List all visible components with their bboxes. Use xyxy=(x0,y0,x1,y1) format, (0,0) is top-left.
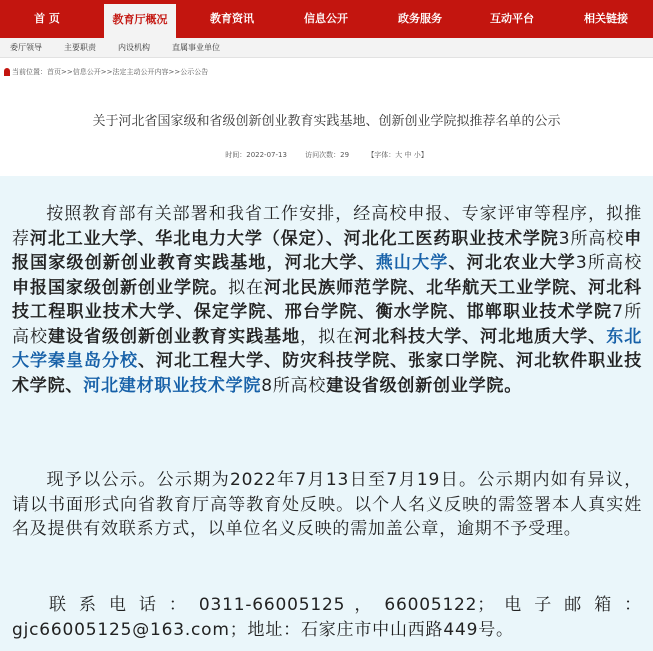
plain-text: 8所高校 xyxy=(261,375,327,396)
bold-text: 河北科技大学、河北地质大学、 xyxy=(354,326,607,347)
bold-text: 、河北农业大学 xyxy=(448,253,576,273)
bold-text: 申报国家级创新创业教育实践基地，河北大学、 xyxy=(12,228,642,273)
visit-count xyxy=(305,151,349,159)
subnav-item-departments[interactable]: 内设机构 xyxy=(118,43,150,52)
paragraph-1-content xyxy=(12,204,642,396)
subnav-item-duties[interactable]: 主要职责 xyxy=(64,43,96,52)
article-title: 关于河北省国家级和省级创新创业教育实践基地、创新创业学院拟推荐名单的公示 xyxy=(92,114,561,129)
publish-time: 时间：2022-07-13 xyxy=(225,151,287,159)
sub-nav xyxy=(0,38,653,58)
nav-item-interaction[interactable]: 互动平台 xyxy=(490,12,534,25)
bold-text: 河北民族师范学院、北华航天工业学院、河北科技工程职业技术大学、保定学院、邢台学院、衡水学院、邯郸职业技术学院 xyxy=(12,277,642,322)
article-body xyxy=(0,176,653,651)
school-link[interactable]: 东北大学秦皇岛分校 xyxy=(12,326,642,371)
bold-text: 申报国家级创新创业学院。 xyxy=(12,277,229,298)
paragraph-2-text: 现予以公示。公示期为2022年7月13日至7月19日。公示期内如有异议，请以书面形式向省教育厅高等教育处反映。以个人名义反映的需签署本人真实姓名及提供有效联系方式，以单位名义反映的需加盖公章，逾期不予受理。 xyxy=(12,470,642,539)
plain-text: 3所高校 xyxy=(558,228,625,249)
font-size-switch[interactable]: 【字体：大 中 小】 xyxy=(367,151,428,159)
contact-text: 联 系 电 话 ： 0311-66005125 ， 66005122； 电 子 邮 箱 ： gjc66005125@163.com；地址：石家庄市中山西路449号。 xyxy=(12,595,642,640)
nav-item-info[interactable]: 信息公开 xyxy=(304,12,348,25)
school-link[interactable]: 河北建材职业技术学院 xyxy=(83,375,262,396)
bold-text: 河北工业大学、华北电力大学（保定）、河北化工医药职业技术学院 xyxy=(29,228,559,249)
paragraph-2 xyxy=(12,468,642,542)
nav-item-home[interactable]: 首 页 xyxy=(34,12,60,25)
breadcrumb xyxy=(0,64,653,80)
paragraph-1 xyxy=(12,202,642,398)
nav-item-services[interactable]: 政务服务 xyxy=(398,12,442,25)
visit-count-value: 29 xyxy=(340,151,350,159)
plain-text: 3所高校 xyxy=(575,253,642,273)
plain-text: 7所高校 xyxy=(12,302,642,347)
nav-item-links[interactable]: 相关链接 xyxy=(584,12,628,25)
breadcrumb-text[interactable]: 当前位置：首页>>信息公开>>法定主动公开内容>>公示公告 xyxy=(12,68,209,76)
nav-item-overview[interactable]: 教育厅概况 xyxy=(104,4,176,38)
plain-text: ，拟在 xyxy=(300,326,355,347)
paragraph-contact xyxy=(12,593,642,642)
subnav-item-leaders[interactable]: 委厅领导 xyxy=(10,43,42,52)
article-meta xyxy=(0,150,653,160)
main-nav xyxy=(0,0,653,38)
nav-item-news[interactable]: 教育资讯 xyxy=(210,12,254,25)
visit-count-label: 访问次数： xyxy=(305,151,341,159)
bold-text: 、河北工程大学、防灾科技学院、张家口学院、河北软件职业技术学院、 xyxy=(12,351,642,396)
bold-text: 建设省级创新创业学院。 xyxy=(326,375,523,396)
plain-text: 拟在 xyxy=(228,277,265,298)
subnav-item-institutions[interactable]: 直属事业单位 xyxy=(172,43,220,52)
bold-text: 建设省级创新创业教育实践基地 xyxy=(48,326,301,347)
school-link[interactable]: 燕山大学 xyxy=(375,253,449,273)
plain-text: 按照教育部有关部署和我省工作安排，经高校申报、专家评审等程序，拟推荐 xyxy=(12,204,642,249)
location-icon xyxy=(4,68,10,76)
